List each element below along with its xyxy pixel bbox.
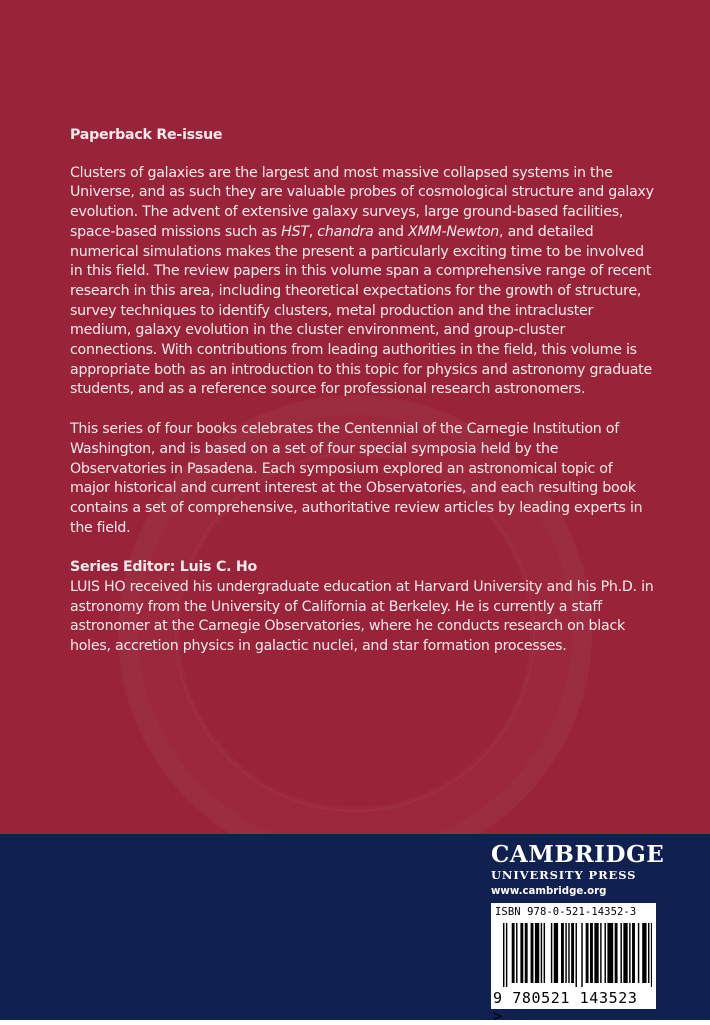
barcode-bar — [554, 923, 558, 983]
series-editor-heading: Series Editor: Luis C. Ho — [70, 559, 258, 576]
barcode-digits: 9 780521 143523 > — [493, 989, 638, 1025]
barcode-bar — [620, 923, 621, 983]
barcode-bar — [581, 923, 582, 987]
editor-bio-paragraph: LUIS HO received his undergraduate education at Harvard University and his Ph.D. in astronomy from the University of California at Berkeley. He is currently a staff astronomer at the Carnegie Observatories, where he conducts research on black holes, accretion physics in galactic nuclei, and star formation processes. — [70, 579, 654, 655]
barcode-bar — [561, 923, 564, 983]
barcode-bar — [535, 923, 539, 983]
barcode-bar — [531, 923, 534, 983]
barcode-bar — [623, 923, 627, 983]
barcode-bar — [632, 923, 635, 983]
publisher-url: www.cambridge.org — [491, 886, 607, 897]
barcode-bar — [525, 923, 528, 983]
description-sep2: and — [373, 223, 409, 240]
barcode-bar — [629, 923, 630, 983]
reissue-heading: Paperback Re-issue — [70, 127, 223, 143]
barcode-bar — [642, 923, 646, 983]
description-sep1: , — [308, 223, 318, 240]
series-note-paragraph: This series of four books celebrates the Centennial of the Carnegie Institution of Washington, and is based on a set of four special symposia held by the Observatories in Pasadena. Each symposium explored an astronomical topic of major historical and current interest at the Observatories, and each resulting book contains a set of comprehensive, authoritative review articles by leading experts in the field. — [70, 421, 643, 536]
barcode-bar — [520, 923, 523, 983]
barcode-bar — [590, 923, 593, 983]
barcode-bar — [576, 923, 577, 987]
barcode-bar — [638, 923, 639, 983]
barcode-bar — [551, 923, 552, 983]
publisher-name: CAMBRIDGE — [491, 841, 665, 868]
barcode-bar — [516, 923, 517, 983]
barcode-icon — [495, 923, 652, 987]
cambridge-logo — [491, 841, 665, 899]
barcode-bar — [565, 923, 566, 983]
barcode-bar — [605, 923, 606, 983]
chandra-mission: chandra — [317, 223, 374, 240]
publisher-subname: UNIVERSITY PRESS — [491, 868, 637, 882]
barcode-bar — [594, 923, 598, 983]
barcode-panel — [491, 903, 656, 1025]
hst-mission: HST — [281, 223, 309, 240]
barcode-bar — [506, 923, 507, 987]
description-part2: , and detailed numerical simulations makes the present a particularly exciting time to be involved in this field. The review papers in this volume span a comprehensive range of recent research in this area, including theoretical expectations for the growth of structure, survey techniques to identify clusters, metal production and the intracluster medium, galaxy evolution in the cluster environment, and group-cluster connections. With contributions from leading authorities in the field, this volume is appropriate both as an introduction to this topic for physics and astronomy graduate students, and as a reference source for professional research astronomers. — [70, 223, 652, 398]
barcode-bar — [651, 923, 652, 987]
isbn-label: ISBN 978-0-521-14352-3 — [495, 906, 637, 918]
barcode-bar — [607, 923, 613, 983]
barcode-bar — [586, 923, 589, 983]
back-cover-text — [70, 126, 654, 677]
xmm-newton-mission: XMM-Newton — [408, 223, 500, 240]
barcode-bar — [544, 923, 545, 983]
description-paragraph — [70, 164, 654, 400]
barcode-bar — [615, 923, 618, 983]
barcode-bar — [503, 923, 504, 987]
barcode-bar — [648, 923, 649, 983]
barcode-bar — [512, 923, 515, 983]
barcode-bar — [571, 923, 574, 983]
barcode-bar — [541, 923, 542, 983]
barcode-bar — [600, 923, 601, 983]
description-part1: Clusters of galaxies are the largest and most massive collapsed systems in the Universe, and as such they are valuable probes of cosmological structure and galaxy evolution. The advent of extensive galaxy surveys, large ground-based facilities, space-based missions such as — [70, 164, 654, 240]
barcode-bar — [568, 923, 569, 983]
